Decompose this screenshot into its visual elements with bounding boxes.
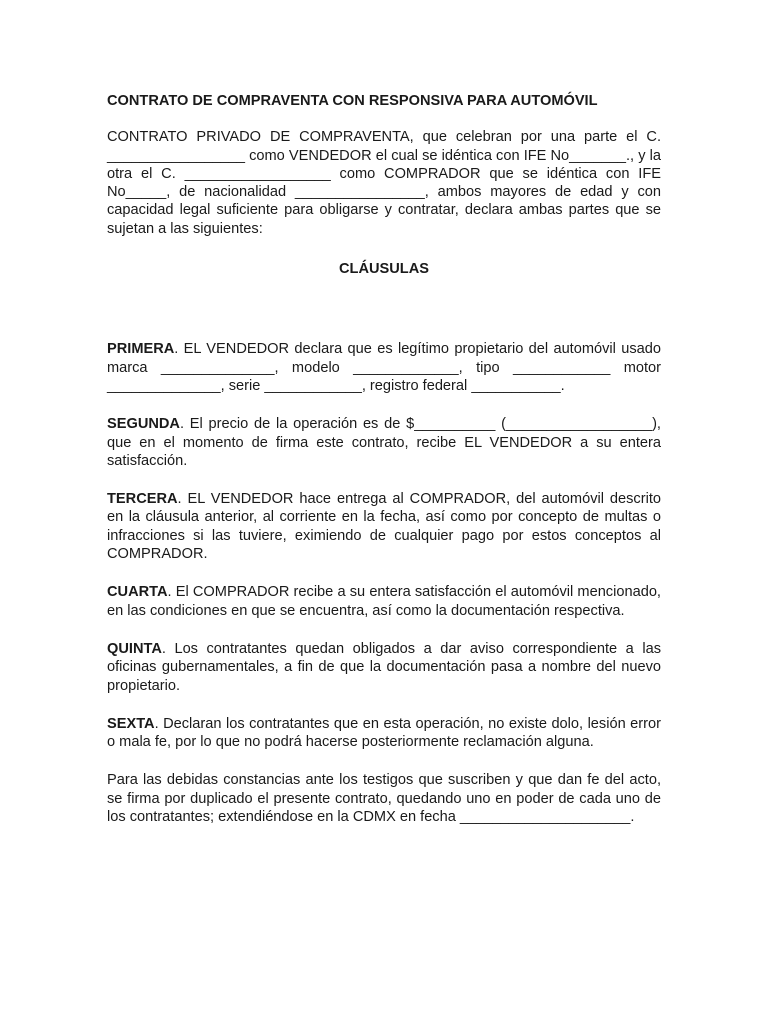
document-page: [107, 92, 661, 826]
clause-primera: [107, 340, 661, 395]
intro-paragraph: CONTRATO PRIVADO DE COMPRAVENTA, que celebran por una parte el C. _________________ como VENDEDOR el cual se idéntica con IFE No_______., y la otra el C. __________________ como COMPRADOR que se idéntica con IFE No_____, de nacionalidad ________________, ambos mayores de edad y con capacidad legal suficiente para obligarse y contratar, declara ambas partes que se sujetan a las siguientes:: [107, 129, 661, 237]
clause-cuarta: [107, 583, 661, 620]
document-title: CONTRATO DE COMPRAVENTA CON RESPONSIVA PARA AUTOMÓVIL: [107, 93, 598, 109]
clause-name: SEXTA: [107, 715, 155, 732]
clause-name: TERCERA: [107, 491, 178, 508]
clause-name: CUARTA: [107, 584, 168, 601]
clause-text: . EL VENDEDOR hace entrega al COMPRADOR, del automóvil descrito en la cláusula anterior, al corriente en la fecha, así como por concepto de multas o infracciones si las tuviere, eximiendo de cualquier pago por estos conceptos al COMPRADOR.: [107, 491, 661, 563]
clausulas-heading: CLÁUSULAS: [339, 261, 429, 278]
clause-quinta: [107, 640, 661, 695]
clause-text: . Declaran los contratantes que en esta operación, no existe dolo, lesión error o mala fe, por lo que no podrá hacerse posteriormente reclamación alguna.: [107, 715, 661, 751]
clause-tercera: [107, 490, 661, 563]
clause-segunda: [107, 415, 661, 470]
clause-name: QUINTA: [107, 640, 162, 657]
clause-text: . El COMPRADOR recibe a su entera satisfacción el automóvil mencionado, en las condiciones en que se encuentra, así como la documentación respectiva.: [107, 584, 661, 619]
clause-text: . El precio de la operación es de $__________ (__________________), que en el momento de firma este contrato, recibe EL VENDEDOR a su entera satisfacción.: [107, 416, 661, 469]
closing-paragraph: Para las debidas constancias ante los testigos que suscriben y que dan fe del acto, se firma por duplicado el presente contrato, quedando uno en poder de cada uno de los contratantes; extendiéndose en la CDMX en fecha _____________________.: [107, 772, 661, 826]
clause-text: . Los contratantes quedan obligados a dar aviso correspondiente a las oficinas gubernamentales, a fin de que la documentación pasa a nombre del nuevo propietario.: [107, 640, 661, 694]
clause-sexta: [107, 715, 661, 752]
clause-name: SEGUNDA: [107, 416, 180, 433]
clause-name: PRIMERA: [107, 341, 175, 358]
clause-text: . EL VENDEDOR declara que es legítimo propietario del automóvil usado marca ______________, modelo _____________, tipo ____________ motor ______________, serie ____________, registro federal ___________.: [107, 341, 661, 394]
